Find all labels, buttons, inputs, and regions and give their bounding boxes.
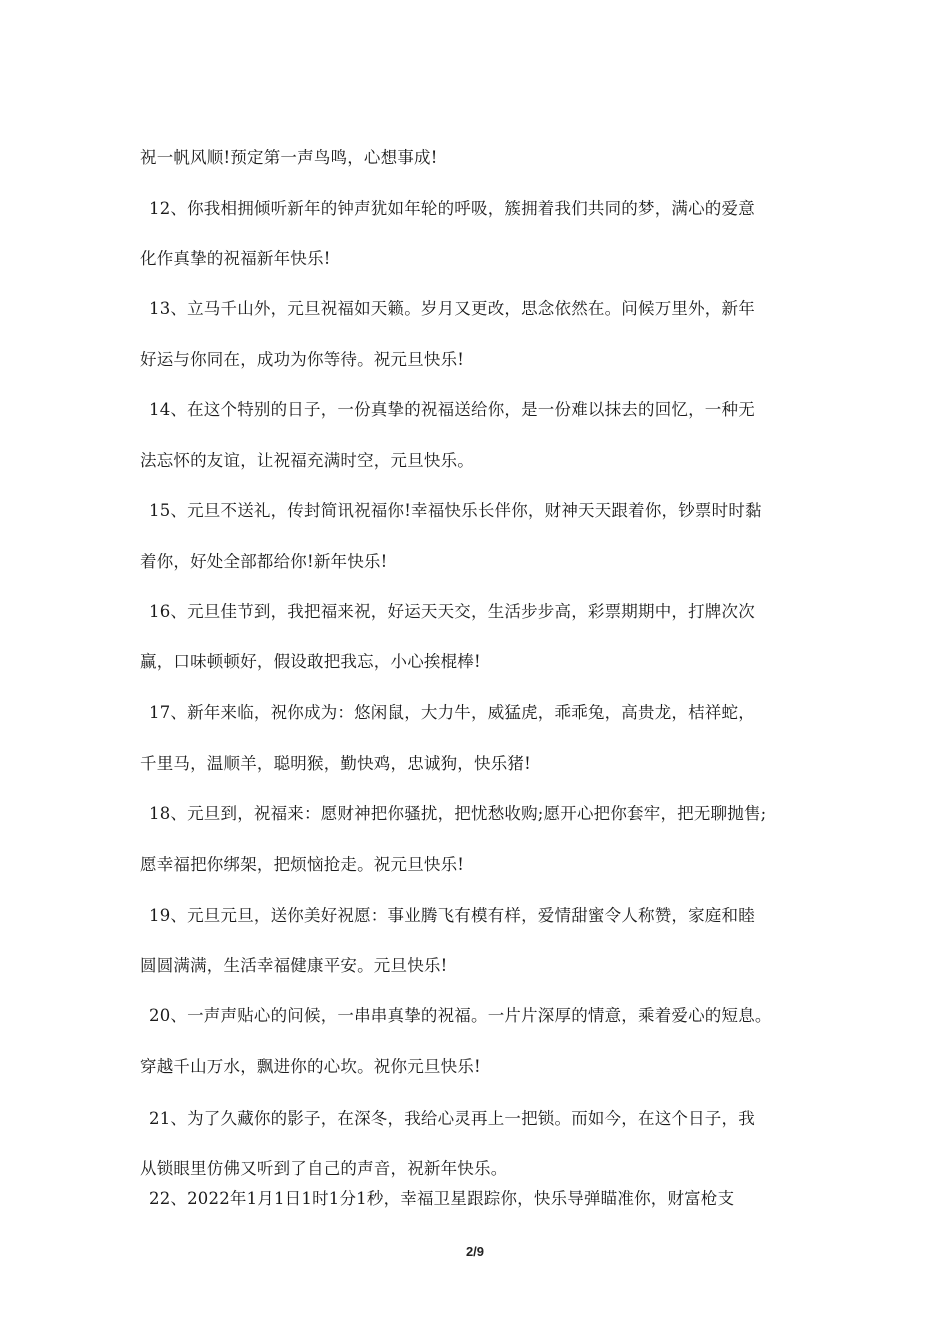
text-line: 愿幸福把你绑架，把烦恼抢走。祝元旦快乐! [140,855,465,874]
page-number: 2/9 [465,1244,485,1259]
text-line: 着你，好处全部都给你!新年快乐! [140,552,388,571]
text-line: 21、为了久藏你的影子，在深冬，我给心灵再上一把锁。而如今，在这个日子，我 [149,1109,755,1128]
text-line: 好运与你同在，成功为你等待。祝元旦快乐! [140,350,465,369]
text-line: 化作真挚的祝福新年快乐! [140,249,331,268]
text-line: 18、元旦到，祝福来：愿财神把你骚扰，把忧愁收购;愿开心把你套牢，把无聊抛售; [149,804,767,823]
text-line: 法忘怀的友谊，让祝福充满时空，元旦快乐。 [140,451,474,470]
text-line: 圆圆满满，生活幸福健康平安。元旦快乐! [140,956,448,975]
text-line: 赢，口味顿顿好，假设敢把我忘，小心挨棍棒! [140,652,481,671]
text-line: 12、你我相拥倾听新年的钟声犹如年轮的呼吸，簇拥着我们共同的梦，满心的爱意 [149,199,755,218]
text-line: 19、元旦元旦，送你美好祝愿：事业腾飞有模有样，爱情甜蜜令人称赞，家庭和睦 [149,906,755,925]
text-line: 15、元旦不送礼，传封简讯祝福你!幸福快乐长伴你，财神天天跟着你，钞票时时黏 [149,501,762,520]
text-line: 13、立马千山外，元旦祝福如天籁。岁月又更改，思念依然在。问候万里外，新年 [149,299,755,318]
text-line: 20、一声声贴心的问候，一串串真挚的祝福。一片片深厚的情意，乘着爱心的短息。 [149,1006,772,1025]
text-line: 14、在这个特别的日子，一份真挚的祝福送给你，是一份难以抹去的回忆，一种无 [149,400,755,419]
text-line: 17、新年来临，祝你成为：悠闲鼠，大力牛，威猛虎，乖乖兔，高贵龙，桔祥蛇， [149,703,755,722]
text-line: 16、元旦佳节到，我把福来祝，好运天天交，生活步步高，彩票期期中，打牌次次 [149,602,755,621]
text-line: 祝一帆风顺!预定第一声鸟鸣，心想事成! [140,148,438,167]
text-line: 22、2022年1月1日1时1分1秒，幸福卫星跟踪你，快乐导弹瞄准你，财富枪支 [149,1189,735,1208]
text-line: 千里马，温顺羊，聪明猴，勤快鸡，忠诚狗，快乐猪! [140,754,531,773]
text-line: 穿越千山万水，飘进你的心坎。祝你元旦快乐! [140,1057,481,1076]
text-line: 从锁眼里仿佛又听到了自己的声音，祝新年快乐。 [140,1159,508,1178]
